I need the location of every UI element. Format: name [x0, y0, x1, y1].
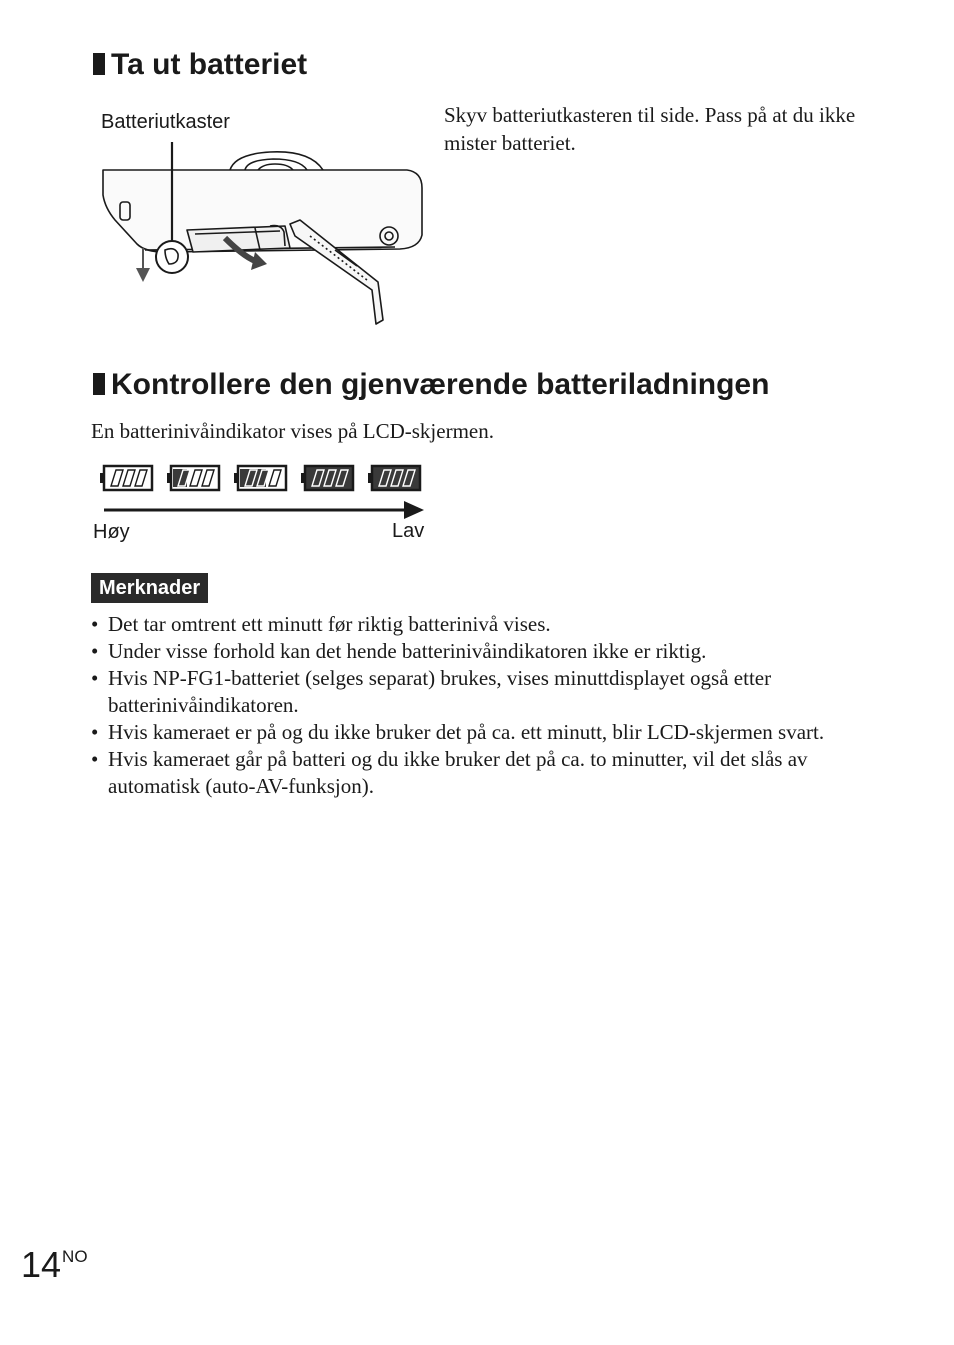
- level-high-label: Høy: [93, 521, 130, 543]
- section-heading-remove-battery: Ta ut batteriet: [93, 48, 307, 82]
- language-code: NO: [62, 1247, 88, 1266]
- instruction-text: Skyv batteriutkasteren til side. Pass på at du ikke mister batteriet.: [444, 103, 856, 155]
- camera-battery-illustration-icon: [95, 140, 430, 330]
- arrow-right-icon: [404, 501, 424, 519]
- notes-list: [91, 611, 851, 800]
- battery-icon: [167, 466, 219, 490]
- heading-marker-icon: [93, 53, 105, 75]
- list-item: • Hvis kameraet er på og du ikke bruker det på ca. ett minutt, blir LCD-skjermen svart.: [91, 719, 851, 746]
- list-item: • Det tar omtrent ett minutt før riktig batterinivå vises.: [91, 611, 851, 638]
- battery-icon: [301, 466, 353, 490]
- list-item: • Hvis kameraet går på batteri og du ikke bruker det på ca. to minutter, vil det slås av automatisk (auto-AV-funksjon).: [91, 746, 851, 800]
- battery-icon: [368, 466, 420, 490]
- battery-icon: [234, 466, 286, 490]
- list-item: • Hvis NP-FG1-batteriet (selges separat) brukes, vises minuttdisplayet også etter batterinivåindikatoren.: [91, 665, 851, 719]
- battery-indicator-intro: En batterinivåindikator vises på LCD-skjermen.: [91, 419, 494, 443]
- callout-label-battery-ejector: Batteriutkaster: [101, 111, 230, 133]
- heading-marker-icon: [93, 373, 105, 395]
- notes-badge: Merknader: [91, 573, 208, 603]
- level-low-label: Lav: [392, 520, 425, 542]
- list-item: • Under visse forhold kan det hende batterinivåindikatoren ikke er riktig.: [91, 638, 851, 665]
- battery-icon: [100, 466, 152, 490]
- page-number: $14^{NO}$: [21, 1244, 88, 1285]
- section-heading-battery-level: Kontrollere den gjenværende batteriladningen: [93, 368, 769, 402]
- battery-level-scale: [96, 460, 436, 520]
